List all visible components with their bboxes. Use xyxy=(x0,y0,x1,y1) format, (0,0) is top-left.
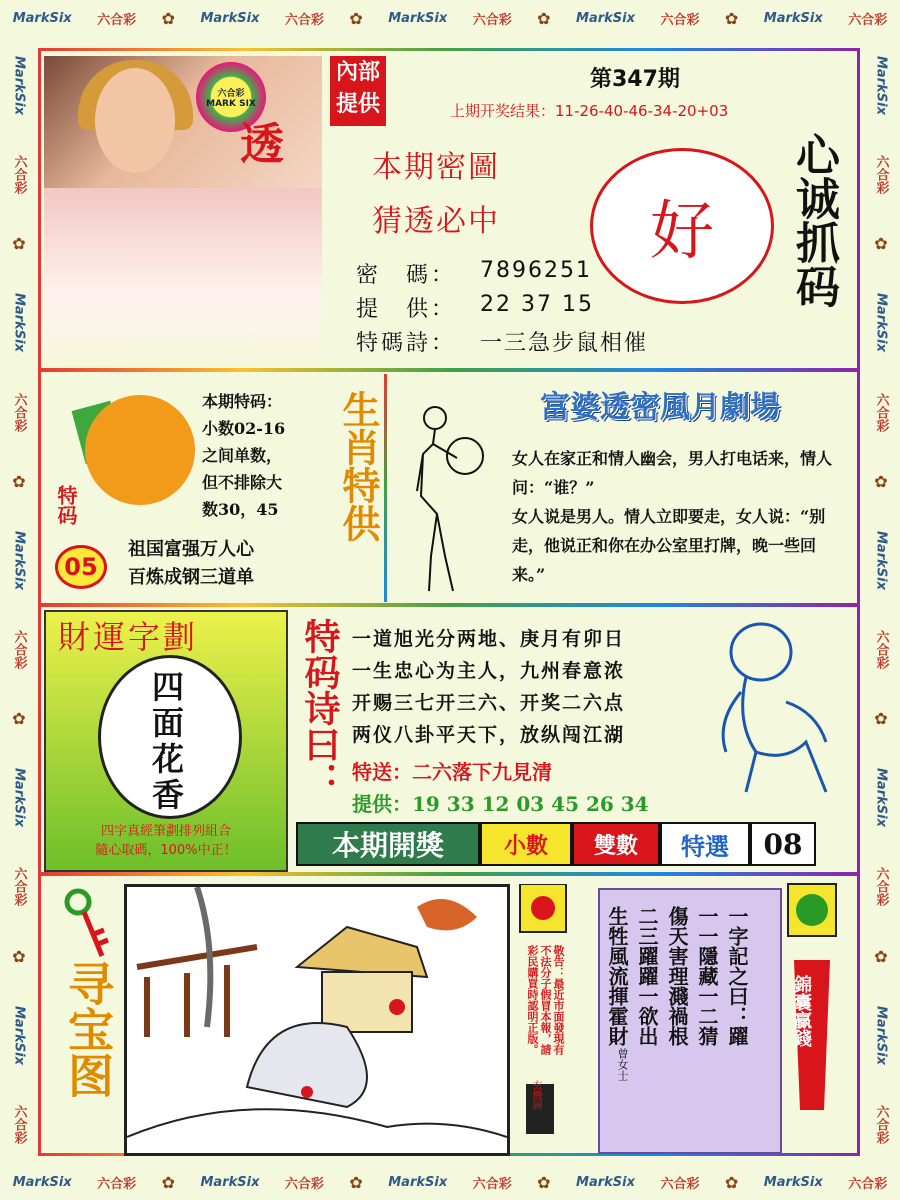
zodiac-poem: 祖国富强万人心 百炼成钢三道单 xyxy=(128,539,254,588)
tag-small: 小數 xyxy=(480,822,572,866)
handwritten-circle: 好 xyxy=(590,148,774,304)
poem-title: 特码诗曰： xyxy=(299,618,341,798)
marksix-logo: 六合彩 MARK SIX xyxy=(196,62,266,132)
inside-badge: 內部 提供 xyxy=(330,56,386,126)
draw-label: 本期開獎 xyxy=(296,822,480,866)
fortune-char-3: 花 xyxy=(151,740,184,778)
tou-char: 透 xyxy=(240,119,284,170)
provide-label: 提 供： xyxy=(356,297,457,322)
last-result: 上期开奖结果：11-26-40-46-34-20+03 xyxy=(450,102,729,120)
fortune-title: 財運字劃 xyxy=(58,618,199,656)
treasure-title: 寻宝图 xyxy=(61,960,115,1098)
fortune-char-2: 面 xyxy=(151,704,184,742)
tema-number: 05 xyxy=(55,545,107,589)
poem-line-4: 两仪八卦平天下，放纵闯江湖 xyxy=(352,724,626,746)
key-icon xyxy=(60,886,112,966)
left-border: MarkSix 六合彩 ✿ MarkSix 六合彩 ✿ MarkSix 六合彩 ✿ MarkSix 六合彩 ✿ MarkSix 六合彩 xyxy=(9,56,29,1144)
special-send: 特送：二六落下九見清 xyxy=(352,760,552,784)
poem-line-1: 一道旭光分两地、庚月有卯日 xyxy=(352,628,626,650)
issue-number: 第347期 xyxy=(590,67,680,92)
provide-numbers: 提供：19 33 12 03 45 26 34 xyxy=(352,792,649,816)
bottom-border: MarkSix 六合彩 ✿ MarkSix 六合彩 ✿ MarkSix 六合彩 ✿ MarkSix 六合彩 ✿ MarkSix 六合彩 xyxy=(12,1172,888,1192)
story-title: 富婆透密風月劇場 xyxy=(540,390,780,425)
divider-2 xyxy=(38,603,860,607)
tag-even: 雙數 xyxy=(572,822,660,866)
poem-label: 特碼詩： xyxy=(356,331,457,356)
vertical-divider xyxy=(384,374,387,602)
zodiac-side-title: 生肖特供 xyxy=(336,390,381,542)
poem-line-3: 开赐三七开三六、开奖二六点 xyxy=(352,692,626,714)
top-border: MarkSix 六合彩 ✿ MarkSix 六合彩 ✿ MarkSix 六合彩 ✿ MarkSix 六合彩 ✿ MarkSix 六合彩 xyxy=(12,8,888,28)
money-label: 錦囊贏錢 xyxy=(791,975,812,1047)
tema-label: 特码 xyxy=(54,485,78,525)
poem-line-2: 一生忠心为主人，九州春意浓 xyxy=(352,660,626,682)
provide-value: 22 37 15 xyxy=(480,292,594,317)
tag-special: 特選 xyxy=(660,822,750,866)
right-border: MarkSix 六合彩 ✿ MarkSix 六合彩 ✿ MarkSix 六合彩 ✿ MarkSix 六合彩 ✿ MarkSix 六合彩 xyxy=(871,56,891,1144)
treasure-map-picture xyxy=(124,884,510,1156)
draw-number: 08 xyxy=(750,822,816,866)
code-value: 7896251 xyxy=(480,258,592,283)
warning-text: 敬告：最近市面發現有不法分子假冒本報，請彩民購買時認明正版。 xyxy=(526,945,565,1055)
fortune-char-4: 香 xyxy=(151,776,184,814)
draw-bar xyxy=(296,822,816,866)
fortune-char-1: 四 xyxy=(151,668,184,706)
monkey-illustration xyxy=(706,612,846,797)
divider-1 xyxy=(38,368,860,372)
tema-text: 本期特码： 小数02-16 之间单数， 但不排除大 数30，45 xyxy=(202,392,286,519)
chicken-icon xyxy=(85,395,195,505)
story-text: 女人在家正和情人幽会，男人打电话来，情人问：“谁？” 女人说是男人。情人立即要走，女人说：“别走，他说正和你在办公室里打牌，晚一些回来。” xyxy=(512,449,833,584)
lady-illustration xyxy=(395,396,495,596)
xuanji-label: 玄機圖 xyxy=(530,1080,541,1110)
scroll-author: 曾女士 xyxy=(616,1048,629,1081)
secret-map-title: 本期密圖 xyxy=(372,150,500,185)
divider-3 xyxy=(38,872,860,876)
face-shape xyxy=(95,68,175,173)
fortune-footer: 四字真經筆劃排列組合 隨心取碼，100%中正！ xyxy=(95,824,237,858)
slogan-vertical: 心诚抓码 xyxy=(788,132,839,308)
poem-value: 一三急步鼠相催 xyxy=(480,331,649,356)
guess-title: 猜透必中 xyxy=(372,204,500,239)
photo-fade xyxy=(44,188,322,368)
code-label: 密 碼： xyxy=(356,263,457,288)
scroll-poem: 一字記之曰：躍 一一隱藏一二猜 傷天害理濺禍根 二三躍躍一欲出 生牲風流揮霍財 xyxy=(605,906,749,1046)
